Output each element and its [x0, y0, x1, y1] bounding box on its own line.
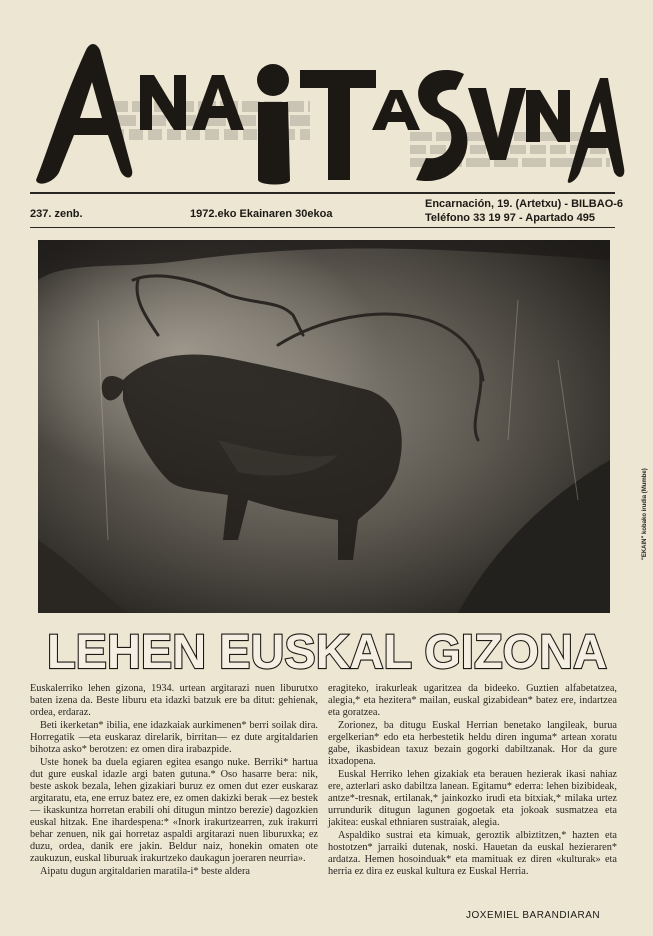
publisher-address	[425, 197, 625, 225]
headline-text: LEHEN EUSKAL GIZONA	[47, 626, 607, 679]
address-line-1: Encarnación, 19. (Artetxu) - BILBAO-6	[425, 198, 624, 210]
paragraph: Beti ikerketan* ibilia, ene idazkaiak aurkimenen* berri soilak dira. Horregatik —eta euskaraz direlarik, birritan— ez dute argitaldarien bihotza asko* berotzen: ez omen dira irabazpide.	[30, 720, 318, 755]
masthead-rule	[30, 192, 615, 194]
cave-painting-photo	[38, 240, 610, 613]
paragraph: Euskal Herriko lehen gizakiak eta berauen hezierak ikasi nahiaz ere, azterlari asko dabiltza lanean. Egitamu* ederra: lehen bizibideak, antze*-tresnak, ertilanak,* jainkozko irudi eta bitxiak,* milaka urtez urrundurik ditugun lagunen gogoetak eta jokoak susmatzea eta jakitea: euskal ethniaren sustraiak, alegia.	[328, 769, 617, 828]
paragraph: Zorionez, ba ditugu Euskal Herrian benetako langileak, burua ergelkerian* edo eta herbestetik heldu diren inguma* artean xoratu gabe, ikasbidean taxuz bezain gogorki dabiltzanak. Hor da gure itxadopena.	[328, 720, 617, 767]
header-bottom-rule	[30, 227, 615, 228]
article-author: JOXEMIEL BARANDIARAN	[466, 910, 601, 921]
article-column-1	[30, 683, 318, 879]
paragraph: Euskalerriko lehen gizona, 1934. urtean argitarazi nuen liburutxo baten izena da. Beste liburu eta idazki batzuk ere ba ditut: gehienak, ordea, erdaraz.	[30, 683, 318, 718]
issue-number: 237. zenb.	[30, 208, 83, 220]
article-column-2	[328, 683, 617, 879]
paragraph: Aspaldiko sustrai eta kimuak, geroztik albiztitzen,* hazten eta hostotzen* jarraiki dutenak, noski. Hauetan da euskal hezieraren* ardatza. Hemen hosoinduak* eta mamituak ez diren «kulturak» eta herria ez dira ez euskal kultura ez Euskal Herria.	[328, 830, 617, 877]
article-headline	[40, 620, 615, 680]
address-line-2: Teléfono 33 19 97 - Apartado 495	[425, 212, 595, 224]
issue-date: 1972.eko Ekainaren 30ekoa	[190, 208, 333, 220]
paragraph: eragiteko, irakurleak ugaritzea da bideeko. Guztien alfabetatzea, alegia,* eta hezitera* mailan, euskal gizabidean* batez ere, indartzea eta goratzea.	[328, 683, 617, 718]
photo-credit: "EKAIN" kobako irudia (Mumbe)	[642, 468, 648, 560]
masthead-logo	[28, 30, 628, 190]
paragraph: Aipatu dugun argitaldarien maratila-i* beste aldera	[40, 866, 250, 877]
paragraph: Uste honek ba duela egiaren egitea esango nuke. Berriki* hartua dut gure euskal idazle argi baten gutuna.* Oso hasarre bera: nik, beste askok bezala, lehen gizakiari buruz ez omen dut ezer euskaraz argitaratu, eta, ene erruz batez ere, ez omen dakizki berak —ez bestek— ikaskuntza horretan erabili ohi ditugun mintzo berezie) dagozkien euskal hitzak. Ene ihardespena:* «Inork irakurtzearren, zuk irakurri behar zenuen, nik gai horretaz aspaldi argitarazi nuen liburuxka; ez duzu, ordea, danik ere jakin. Beldur naiz, honekin omaten ote zaukuzun, euskal liburuak irakurtzeko daukagun joeraren neurria».	[30, 757, 318, 864]
